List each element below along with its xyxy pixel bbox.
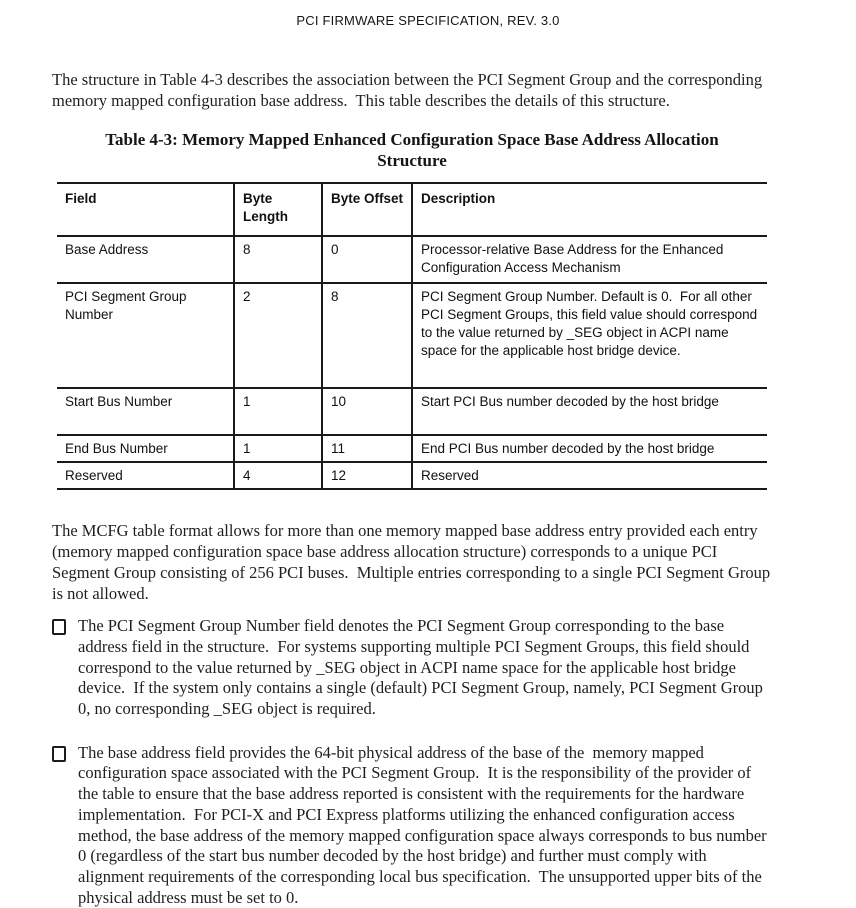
running-header: PCI FIRMWARE SPECIFICATION, REV. 3.0 <box>296 13 560 28</box>
field-cell: Reserved <box>65 468 123 484</box>
byte-offset-cell: 12 <box>322 462 412 489</box>
description-cell: PCI Segment Group Number. Default is 0. For all other PCI Segment Groups, this field value should correspond to the value returned by _SEG object in ACPI name space for the applicable host bridge device. <box>412 283 767 388</box>
description-cell: Start PCI Bus number decoded by the host bridge <box>412 388 767 435</box>
square-bullet-icon <box>52 746 66 762</box>
description-cell: End PCI Bus number decoded by the host bridge <box>412 435 767 462</box>
byte-length-cell: 4 <box>234 462 322 489</box>
description-cell: Processor-relative Base Address for the Enhanced Configuration Access Mechanism <box>412 236 767 283</box>
byte-length-cell: 1 <box>234 388 322 435</box>
bullet-text: The base address field provides the 64-bit physical address of the base of the memory mapped configuration space associated with the PCI Segment Group. It is the responsibility of the provider of the table to ensure that the base address reported is consistent with the requirements for the hardware implementation. For PCI-X and PCI Express platforms utilizing the enhanced configuration access method, the base address of the memory mapped configuration space always corresponds to bus number 0 (regardless of the start bus number decoded by the host bridge) and further must comply with alignment requirements of the corresponding local bus specification. The unsupported upper bits of the physical address must be set to 0. <box>78 742 771 907</box>
table-row <box>57 283 767 388</box>
table-row <box>57 462 767 489</box>
field-cell: Start Bus Number <box>65 394 173 410</box>
byte-length-cell: 2 <box>234 283 322 388</box>
byte-offset-cell: 0 <box>322 236 412 283</box>
bullet-list <box>52 616 772 908</box>
byte-length-cell: 1 <box>234 435 322 462</box>
table-caption-line1: Table 4-3: Memory Mapped Enhanced Configuration Space Base Address Allocation <box>105 130 719 150</box>
intro-paragraph: The structure in Table 4-3 describes the association between the PCI Segment Group and the corresponding memory mapped configuration base address. This table describes the details of this structure. <box>52 70 767 110</box>
description-cell: Reserved <box>412 462 767 489</box>
mcfg-paragraph: The MCFG table format allows for more than one memory mapped base address entry provided each entry (memory mapped configuration space base address allocation structure) corresponds to a unique PCI Segment Group consisting of 256 PCI buses. Multiple entries corresponding to a single PCI Segment Group is not allowed. <box>52 521 775 603</box>
column-header-field: Field <box>65 191 97 207</box>
page-content <box>52 70 775 908</box>
table-header-row <box>57 183 767 236</box>
byte-offset-cell: 11 <box>322 435 412 462</box>
table-caption-line2: Structure <box>377 151 447 171</box>
square-bullet-icon <box>52 619 66 635</box>
column-header-byte-length: Byte Length <box>234 183 322 236</box>
spec-table <box>57 182 767 490</box>
bullet-text: The PCI Segment Group Number field denotes the PCI Segment Group corresponding to the base address field in the structure. For systems supporting multiple PCI Segment Groups, this field should correspond to the value returned by _SEG object in ACPI name space for the applicable host bridge device. If the system only contains a single (default) PCI Segment Group, namely, PCI Segment Group 0, no corresponding _SEG object is required. <box>78 616 768 719</box>
byte-offset-cell: 8 <box>322 283 412 388</box>
list-item <box>52 616 772 720</box>
table-row <box>57 236 767 283</box>
column-header-description: Description <box>412 183 767 236</box>
byte-length-cell: 8 <box>234 236 322 283</box>
list-item <box>52 743 772 908</box>
byte-offset-cell: 10 <box>322 388 412 435</box>
field-cell: PCI Segment Group Number <box>65 289 191 323</box>
table-row <box>57 388 767 435</box>
field-cell: End Bus Number <box>65 441 168 457</box>
table-caption <box>52 129 772 171</box>
table-row <box>57 435 767 462</box>
field-cell: Base Address <box>65 242 149 258</box>
column-header-byte-offset: Byte Offset <box>322 183 412 236</box>
